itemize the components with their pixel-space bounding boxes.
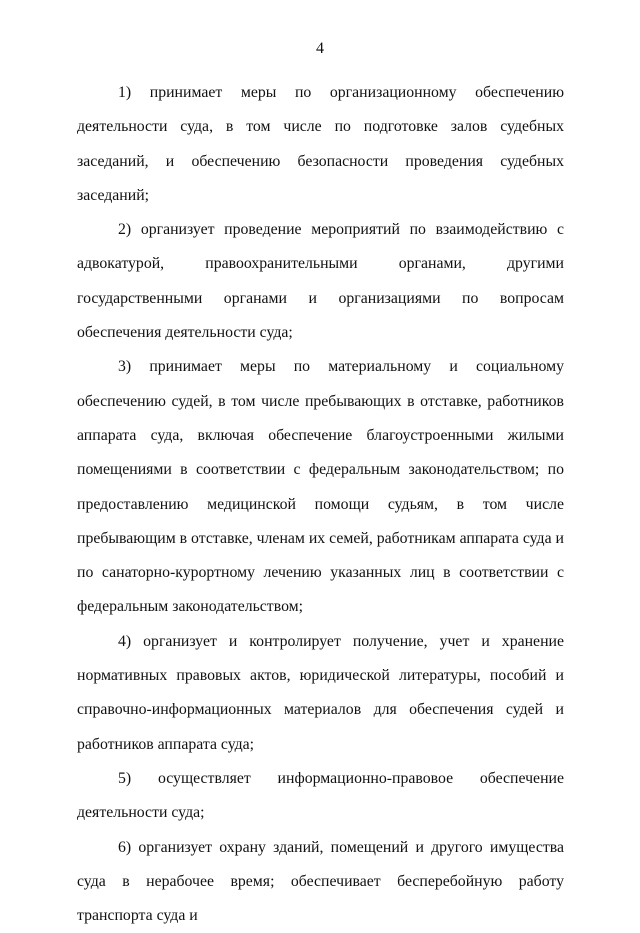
paragraph-item-6: 6) организует охрану зданий, помещений и другого имущества суда в нерабочее время; обеспечивает бесперебойную работу транспорта суда и	[77, 838, 564, 925]
paragraph-item-1: 1) принимает меры по организационному обеспечению деятельности суда, в том числе по подготовке залов судебных заседаний, и обеспечению безопасности проведения судебных заседаний;	[77, 84, 564, 204]
paragraph-item-4: 4) организует и контролирует получение, учет и хранение нормативных правовых актов, юридической литературы, пособий и справочно-информационных материалов для обеспечения судей и работников аппарата суда;	[77, 632, 564, 753]
page-number: 4	[316, 40, 324, 57]
paragraph-item-2: 2) организует проведение мероприятий по взаимодействию с адвокатурой, правоохранительными органами, другими государственными органами и организациями по вопросам обеспечения деятельности суда;	[77, 221, 564, 342]
document-body	[77, 76, 564, 933]
paragraph-item-5: 5) осуществляет информационно-правовое обеспечение деятельности суда;	[77, 769, 564, 822]
paragraph-item-3: 3) принимает меры по материальному и социальному обеспечению судей, в том числе пребывающих в отставке, работников аппарата суда, включая обеспечение благоустроенными жилыми помещениями в соответствии с федеральным законодательством; по предоставлению медицинской помощи судьям, в том числе пребывающим в отставке, членам их семей, работникам аппарата суда и по санаторно-курортному лечению указанных лиц в соответствии с федеральным законодательством;	[77, 358, 565, 616]
